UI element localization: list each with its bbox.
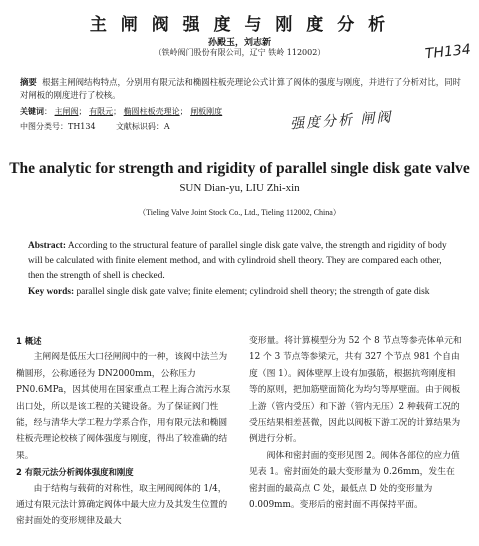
body-right-column bbox=[249, 333, 463, 513]
section-2-heading: 2 有限元法分析阀体强度和刚度 bbox=[16, 467, 134, 478]
chinese-keywords: 关键词： 主闸阀； 有限元； 椭圆柱板壳理论； 闸板刚度 bbox=[20, 106, 223, 116]
keyword-item: 闸板刚度 bbox=[190, 107, 223, 116]
body-left-column bbox=[16, 333, 231, 530]
handwritten-note-classification: TH134 bbox=[424, 41, 472, 63]
english-affiliation: （Tieling Valve Joint Stock Co., Ltd., Tieling 112002, China） bbox=[138, 208, 341, 217]
right-paragraph-1: 变形量。将计算模型分为 52 个 8 节点等参壳体单元和 12 个 3 节点等参梁元，共有 327 个节点 981 个自由度（图 1）。阀体壁厚上设有加强筋，根据抗弯刚度相等的原则，把加筋壁面简化为均匀等厚壁面。由于阀板上游（管内受压）和下游（管内无压）2 种载荷工况的受压结果相差甚微，因此以阀板下游工况的计算结果为例进行分析。 bbox=[249, 336, 462, 445]
chinese-keywords-label: 关键词 bbox=[20, 106, 44, 116]
chinese-abstract bbox=[20, 76, 465, 102]
english-abstract-label: Abstract: bbox=[28, 241, 67, 251]
chinese-abstract-label: 摘要 bbox=[20, 77, 37, 87]
document-code: 文献标识码：A bbox=[115, 122, 170, 131]
section-2-paragraph: 由于结构与载荷的对称性，取主闸阀阀体的 1/4，通过有限元法计算确定阀体中最大应力及其发生位置的密封面处的变形规律及最大 bbox=[16, 483, 228, 527]
chinese-affiliation: （铁岭阀门股份有限公司，辽宁 铁岭 112002） bbox=[153, 48, 326, 57]
handwritten-note-keywords: 强度分析 闸阀 bbox=[289, 109, 393, 133]
keyword-item: 椭圆柱板壳理论 bbox=[123, 107, 180, 116]
section-1-heading: 1 概述 bbox=[16, 336, 42, 346]
classification-number: 中图分类号：TH134 bbox=[20, 122, 96, 131]
english-authors: SUN Dian-yu, LIU Zhi-xin bbox=[179, 182, 300, 194]
chinese-abstract-text: 根据主闸阀结构特点，分别用有限元法和椭圆柱板壳理论公式计算了阀体的强度与刚度，并进行了分析对比，同时对闸板的刚度进行了校核。 bbox=[20, 77, 461, 100]
english-abstract-text: According to the structural feature of parallel single disk gate valve, the strength and rigidity of body will be calculated with finite element method, and with cylindroid shell theory. They are compared each other, then the strength of shell is checked. bbox=[28, 241, 447, 282]
classification-line bbox=[20, 121, 170, 132]
section-1-paragraph: 主闸阀是低压大口径闸阀中的一种，该阀中法兰为椭圆形，公称通径为 DN2000mm，公称压力 PN0.6MPa，因其使用在国家重点工程上海合流污水泵出口处，所以是该工程的关键设备。为了保证阀门性能，经与清华大学工程力学系合作，用有限元法和椭圆柱板壳理论校核了阀体强度与刚度，得出了较准确的结果。 bbox=[16, 352, 231, 461]
english-keywords-text: parallel single disk gate valve; finite element; cylindroid shell theory; the strength of gate disk bbox=[74, 286, 430, 297]
keyword-item: 有限元 bbox=[89, 107, 114, 116]
english-keywords-label: Key words: bbox=[28, 286, 75, 297]
english-abstract bbox=[28, 239, 456, 300]
english-title: The analytic for strength and rigidity of parallel single disk gate valve bbox=[9, 160, 470, 177]
right-paragraph-2: 阀体和密封面的变形见图 2。阀体各部位的应力值见表 1。密封面处的最大变形量为 0.26mm，发生在密封面的最高点 C 处，最低点 D 处的变形量为 0.009mm。变形后的密封面不再保持平面。 bbox=[249, 450, 460, 511]
chinese-authors: 孙殿玉，刘志新 bbox=[207, 38, 271, 48]
chinese-title: 主 闸 阀 强 度 与 刚 度 分 析 bbox=[89, 15, 390, 35]
keyword-item: 主闸阀 bbox=[54, 107, 79, 116]
